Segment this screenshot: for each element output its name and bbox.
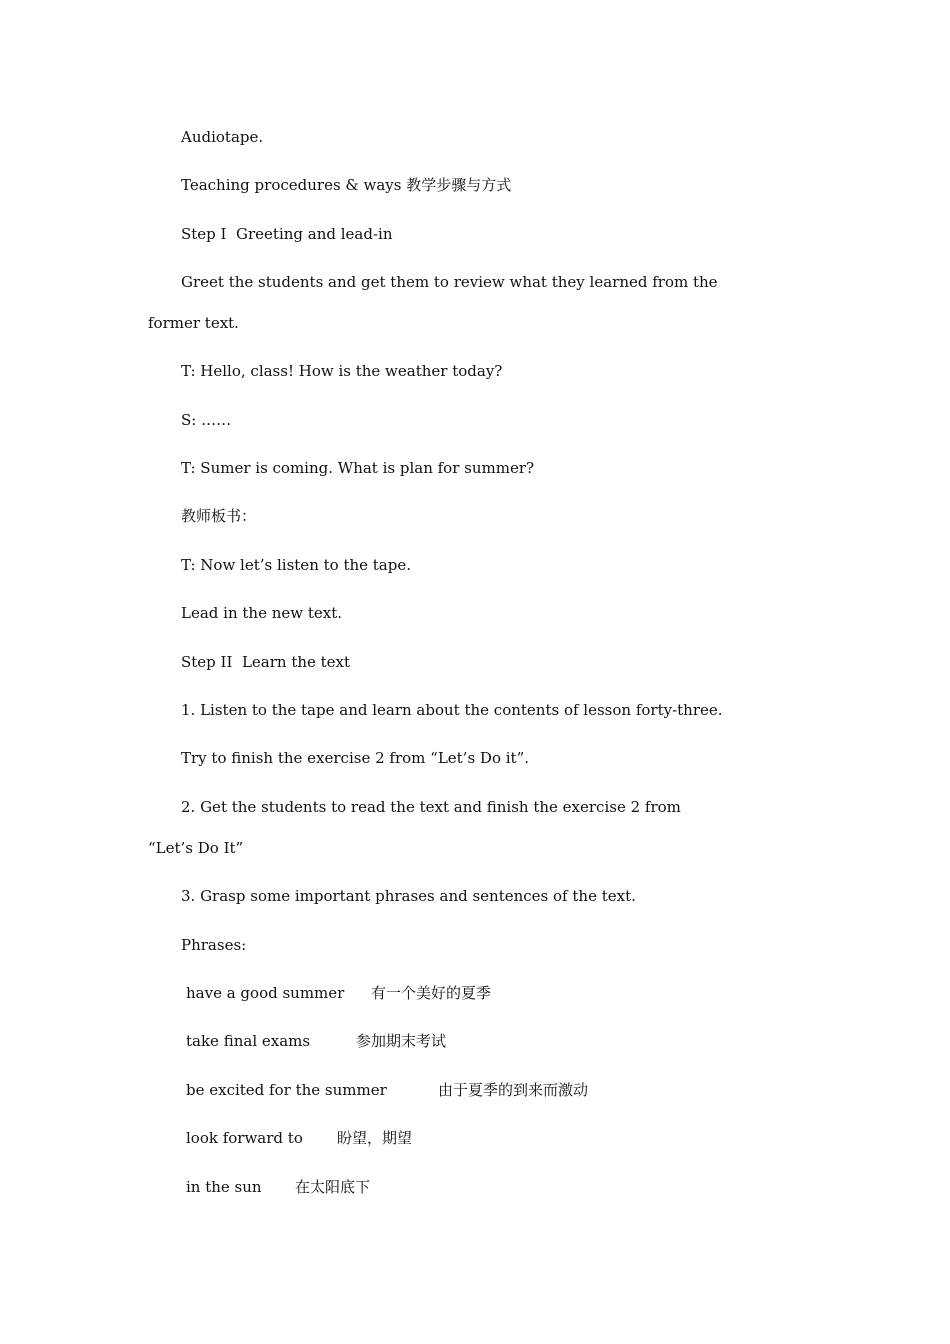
text-line-teaching-procedures: Teaching procedures & ways 教学步骤与方式 [181,176,512,194]
dialogue-teacher-tape: T: Now let’s listen to the tape. [181,556,411,574]
phrase-english: have a good summer [186,984,345,1002]
dialogue-teacher-summer: T: Sumer is coming. What is plan for summer? [181,459,535,477]
list-item-2: 2. Get the students to read the text and finish the exercise 2 from [181,798,681,816]
phrase-english: in the sun [186,1178,262,1196]
list-item-1: 1. Listen to the tape and learn about the contents of lesson forty-three. [181,701,723,719]
text-line-lead-in: Lead in the new text. [181,604,343,622]
phrase-chinese: 盼望，期望 [337,1129,413,1147]
phrase-chinese: 在太阳底下 [295,1178,371,1196]
heading-step-2: Step II Learn the text [181,653,351,671]
heading-step-1: Step I Greeting and lead-in [181,225,393,243]
phrase-chinese: 由于夏季的到来而激动 [438,1081,589,1099]
text-line-audiotape: Audiotape. [181,128,264,146]
text-line-former-text: former text. [148,314,239,332]
text-line-greet: Greet the students and get them to review what they learned from the [181,273,718,291]
text-line-lets-do-it: “Let’s Do It” [148,839,244,857]
phrase-chinese: 有一个美好的夏季 [371,984,492,1002]
text-line-phrases-label: Phrases: [181,936,247,954]
text-line-try-finish: Try to finish the exercise 2 from “Let’s Do it”. [181,749,530,767]
phrase-english: look forward to [186,1129,303,1147]
text-line-blackboard: 教师板书： [181,507,257,525]
dialogue-teacher-hello: T: Hello, class! How is the weather today? [181,362,503,380]
dialogue-student: S: …… [181,411,232,429]
list-item-3: 3. Grasp some important phrases and sentences of the text. [181,887,636,905]
phrase-chinese: 参加期末考试 [356,1032,447,1050]
phrase-english: be excited for the summer [186,1081,387,1099]
phrase-english: take final exams [186,1032,311,1050]
